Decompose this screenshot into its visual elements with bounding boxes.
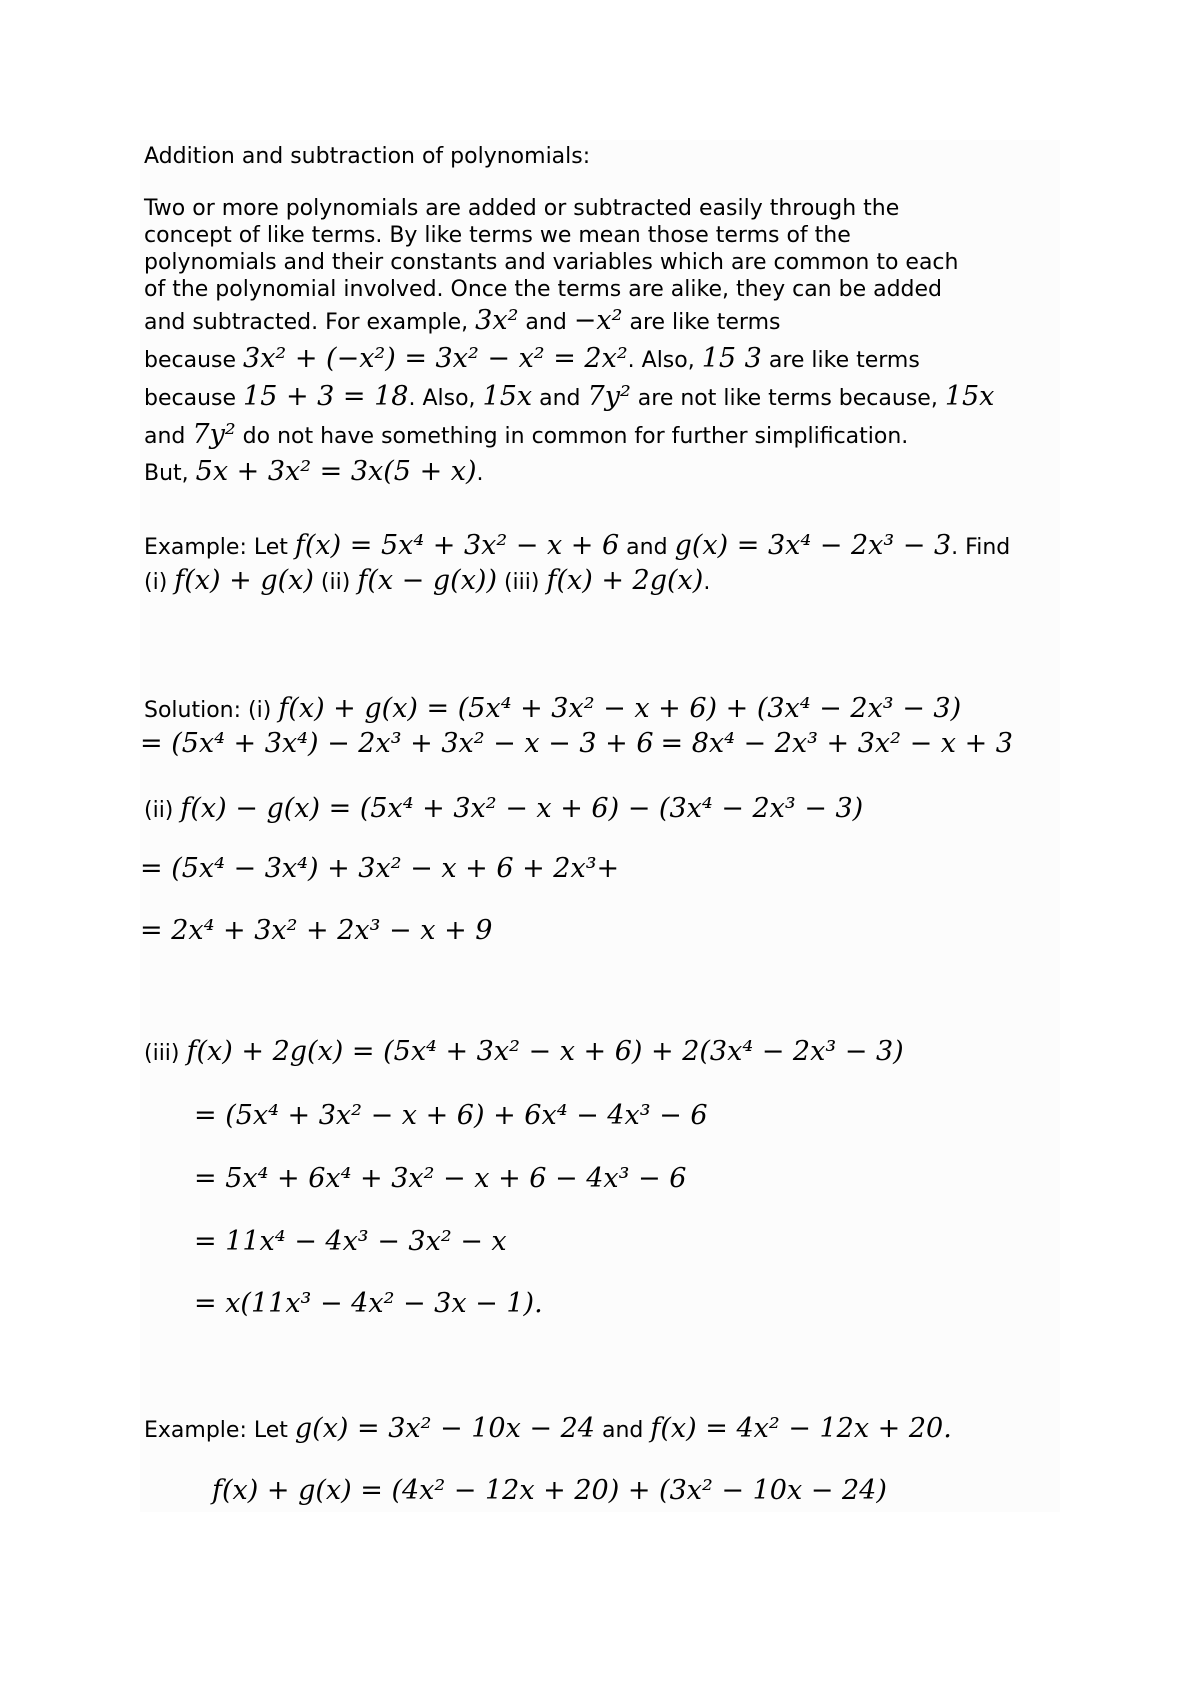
text: and subtracted. For example, [144, 310, 476, 335]
document-content [140, 140, 1060, 1512]
text: (ii) [313, 570, 358, 595]
paragraph-line: of the polynomial involved. Once the terms are alike, they can be added [144, 277, 943, 302]
text: Example: Let [144, 1418, 295, 1443]
math-expression: 5x + 3x² = 3x(5 + x) [195, 456, 477, 487]
math-expression: = 8x⁴ − 2x³ + 3x² − x + 3 [660, 728, 1013, 759]
math-expression: f(x) + 2g(x) = (5x⁴ + 3x² − x + 6) + 2(3x⁴ − 2x³ − 3) [186, 1036, 904, 1067]
example-statement [144, 532, 1010, 562]
paragraph-line: concept of like terms. By like terms we mean those terms of the [144, 223, 851, 248]
example-statement [144, 567, 710, 597]
math-expression: = (5x⁴ + 3x⁴) − 2x³ + 3x² − x − 3 + 6 [140, 728, 654, 759]
paragraph-line [144, 458, 484, 488]
math-expression: f(x) + g(x) = (5x⁴ + 3x² − x + 6) + (3x⁴ − 2x³ − 3) [278, 693, 962, 724]
text: do not have something in common for further simplification. [235, 424, 909, 449]
math-expression: 15x [482, 381, 533, 412]
paragraph-line [144, 421, 908, 451]
math-expression: f(x) − g(x) = (5x⁴ + 3x² − x + 6) − (3x⁴ − 2x³ − 3) [180, 793, 864, 824]
text: Solution: (i) [144, 698, 279, 723]
solution-line: = x(11x³ − 4x² − 3x − 1). [194, 1288, 543, 1319]
math-expression: f(x) + g(x) [174, 565, 314, 596]
solution-line: = 11x⁴ − 4x³ − 3x² − x [194, 1226, 507, 1257]
text: are like terms [622, 310, 781, 335]
text: (ii) [144, 798, 181, 823]
text: and [595, 1418, 651, 1443]
paragraph-line [144, 345, 920, 375]
text: and [144, 424, 193, 449]
text: . Also, [408, 386, 483, 411]
math-expression: −x² [573, 305, 623, 336]
math-expression: 7y² [192, 419, 236, 450]
paragraph-line: polynomials and their constants and variables which are common to each [144, 250, 959, 275]
text: But, [144, 461, 196, 486]
text: . Also, [627, 348, 702, 373]
text: (iii) [496, 570, 547, 595]
paragraph-line [144, 383, 994, 413]
math-expression: g(x) = 3x² − 10x − 24 [294, 1413, 595, 1444]
math-expression: 15x [944, 381, 995, 412]
solution-line: = (5x⁴ + 3x² − x + 6) + 6x⁴ − 4x³ − 6 [194, 1100, 708, 1131]
text: are not like terms because, [630, 386, 945, 411]
math-expression: 15 + 3 = 18 [243, 381, 409, 412]
text: and [518, 310, 574, 335]
text: and [532, 386, 588, 411]
math-expression: f(x) = 4x² − 12x + 20. [650, 1413, 952, 1444]
solution-line [144, 1038, 904, 1068]
solution-line: = 2x⁴ + 3x² + 2x³ − x + 9 [140, 915, 493, 946]
text: because [144, 348, 244, 373]
solution-line: = 5x⁴ + 6x⁴ + 3x² − x + 6 − 4x³ − 6 [194, 1163, 687, 1194]
text: (i) [144, 570, 175, 595]
solution-line: = (5x⁴ − 3x⁴) + 3x² − x + 6 + 2x³+ [140, 853, 620, 884]
text: . [703, 570, 711, 595]
math-expression: g(x) = 3x⁴ − 2x³ − 3 [674, 530, 952, 561]
text: . [476, 461, 484, 486]
text: are like terms [761, 348, 920, 373]
math-expression: 3x² + (−x²) = 3x² − x² = 2x² [243, 343, 628, 374]
text: and [619, 535, 675, 560]
math-expression: f(x − g(x)) [357, 565, 497, 596]
solution-line [140, 730, 1013, 760]
text: . Find [951, 535, 1011, 560]
example-statement [144, 1415, 952, 1445]
math-expression: f(x) + 2g(x) [546, 565, 704, 596]
solution-line: f(x) + g(x) = (4x² − 12x + 20) + (3x² − 10x − 24) [212, 1475, 887, 1506]
math-expression: f(x) = 5x⁴ + 3x² − x + 6 [294, 530, 620, 561]
text: (iii) [144, 1041, 187, 1066]
math-expression: 15 3 [701, 343, 762, 374]
paragraph-line [144, 307, 780, 337]
math-expression: 7y² [587, 381, 631, 412]
math-expression: 3x² [475, 305, 519, 336]
solution-line [144, 695, 961, 725]
solution-line [144, 795, 863, 825]
paragraph-line: Two or more polynomials are added or subtracted easily through the [144, 196, 900, 221]
section-heading: Addition and subtraction of polynomials: [144, 144, 591, 169]
text: because [144, 386, 244, 411]
text: Example: Let [144, 535, 295, 560]
